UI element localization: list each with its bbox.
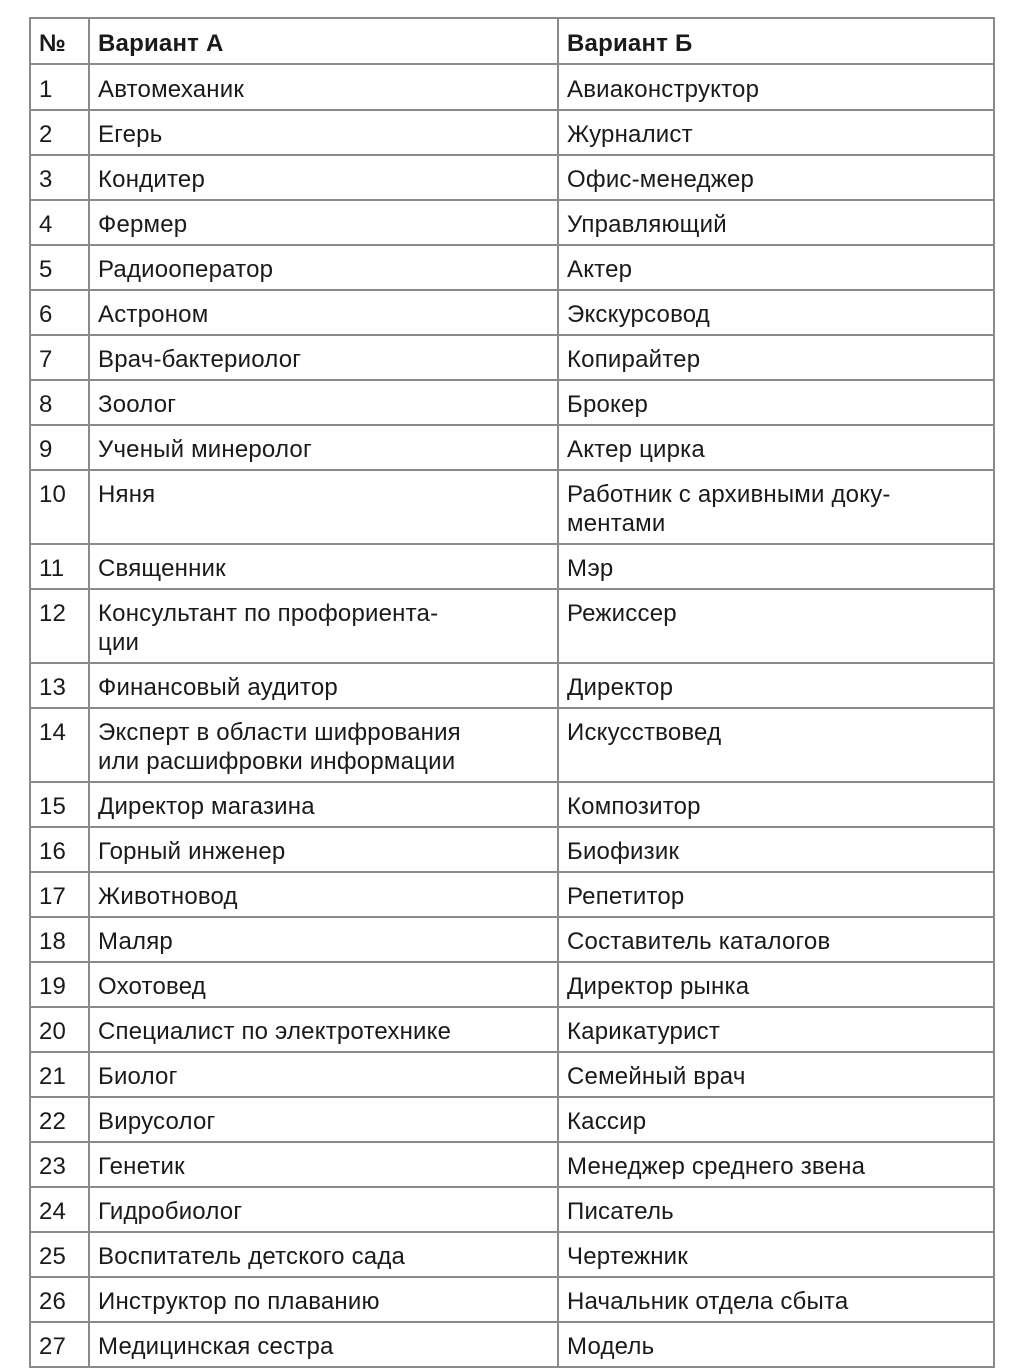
variant-b-cell: Управляющий [558,200,994,245]
table-row [30,962,994,1007]
variant-b-cell: Мэр [558,544,994,589]
table-row [30,64,994,110]
variant-a-cell: Вирусолог [89,1097,558,1142]
variant-b-cell: Составитель каталогов [558,917,994,962]
variant-a-cell: Маляр [89,917,558,962]
table-row [30,1232,994,1277]
row-number-cell: 8 [30,380,89,425]
variant-b-cell: Брокер [558,380,994,425]
variant-b-cell: Работник с архивными доку- ментами [558,470,994,544]
professions-table [29,17,995,1368]
variant-b-cell: Менеджер среднего звена [558,1142,994,1187]
table-row [30,1187,994,1232]
row-number-cell: 5 [30,245,89,290]
variant-b-cell: Писатель [558,1187,994,1232]
variant-b-cell: Чертежник [558,1232,994,1277]
table-row [30,380,994,425]
table-row [30,1052,994,1097]
row-number-cell: 27 [30,1322,89,1367]
variant-b-cell: Искусствовед [558,708,994,782]
table-row [30,1277,994,1322]
variant-a-cell: Инструктор по плаванию [89,1277,558,1322]
table-row [30,782,994,827]
variant-b-cell: Актер [558,245,994,290]
table-row [30,589,994,663]
variant-a-cell: Ученый минеролог [89,425,558,470]
table-row [30,544,994,589]
variant-a-cell: Фермер [89,200,558,245]
variant-a-cell: Кондитер [89,155,558,200]
row-number-cell: 22 [30,1097,89,1142]
table-row [30,290,994,335]
variant-a-cell: Воспитатель детского сада [89,1232,558,1277]
row-number-cell: 1 [30,64,89,110]
variant-a-cell: Финансовый аудитор [89,663,558,708]
row-number-cell: 10 [30,470,89,544]
variant-b-cell: Композитор [558,782,994,827]
variant-b-cell: Директор [558,663,994,708]
row-number-cell: 13 [30,663,89,708]
variant-a-cell: Консультант по профориента- ции [89,589,558,663]
variant-b-cell: Офис-менеджер [558,155,994,200]
variant-a-cell: Зоолог [89,380,558,425]
variant-a-cell: Специалист по электротехнике [89,1007,558,1052]
row-number-cell: 11 [30,544,89,589]
header-variant-b: Вариант Б [558,18,994,64]
variant-b-cell: Карикатурист [558,1007,994,1052]
table-row [30,1322,994,1367]
variant-b-cell: Копирайтер [558,335,994,380]
header-number: № [30,18,89,64]
table-header-row [30,18,994,64]
table-row [30,1007,994,1052]
variant-b-cell: Начальник отдела сбыта [558,1277,994,1322]
table-row [30,110,994,155]
row-number-cell: 12 [30,589,89,663]
table-body [30,64,994,1367]
table-row [30,917,994,962]
variant-b-cell: Режиссер [558,589,994,663]
variant-b-cell: Экскурсовод [558,290,994,335]
table-row [30,827,994,872]
table-row [30,1142,994,1187]
table-row [30,1097,994,1142]
row-number-cell: 3 [30,155,89,200]
row-number-cell: 20 [30,1007,89,1052]
variant-b-cell: Директор рынка [558,962,994,1007]
row-number-cell: 19 [30,962,89,1007]
variant-a-cell: Священник [89,544,558,589]
variant-b-cell: Кассир [558,1097,994,1142]
row-number-cell: 18 [30,917,89,962]
row-number-cell: 6 [30,290,89,335]
variant-b-cell: Биофизик [558,827,994,872]
row-number-cell: 21 [30,1052,89,1097]
table-row [30,335,994,380]
row-number-cell: 26 [30,1277,89,1322]
variant-b-cell: Модель [558,1322,994,1367]
variant-a-cell: Радиооператор [89,245,558,290]
variant-b-cell: Актер цирка [558,425,994,470]
variant-a-cell: Биолог [89,1052,558,1097]
row-number-cell: 24 [30,1187,89,1232]
row-number-cell: 2 [30,110,89,155]
variant-a-cell: Генетик [89,1142,558,1187]
variant-a-cell: Гидробиолог [89,1187,558,1232]
variant-b-cell: Репетитор [558,872,994,917]
variant-b-cell: Семейный врач [558,1052,994,1097]
table-row [30,708,994,782]
table-row [30,663,994,708]
row-number-cell: 15 [30,782,89,827]
row-number-cell: 16 [30,827,89,872]
table-row [30,200,994,245]
variant-a-cell: Охотовед [89,962,558,1007]
variant-a-cell: Врач-бактериолог [89,335,558,380]
table-row [30,470,994,544]
row-number-cell: 14 [30,708,89,782]
row-number-cell: 25 [30,1232,89,1277]
variant-a-cell: Няня [89,470,558,544]
table-row [30,155,994,200]
variant-a-cell: Горный инженер [89,827,558,872]
variant-b-cell: Журналист [558,110,994,155]
table-row [30,245,994,290]
table-row [30,425,994,470]
variant-b-cell: Авиаконструктор [558,64,994,110]
variant-a-cell: Автомеханик [89,64,558,110]
variant-a-cell: Медицинская сестра [89,1322,558,1367]
row-number-cell: 7 [30,335,89,380]
table-row [30,872,994,917]
header-variant-a: Вариант А [89,18,558,64]
variant-a-cell: Эксперт в области шифрования или расшифровки информации [89,708,558,782]
variant-a-cell: Егерь [89,110,558,155]
row-number-cell: 17 [30,872,89,917]
row-number-cell: 9 [30,425,89,470]
row-number-cell: 23 [30,1142,89,1187]
row-number-cell: 4 [30,200,89,245]
variant-a-cell: Животновод [89,872,558,917]
variant-a-cell: Астроном [89,290,558,335]
variant-a-cell: Директор магазина [89,782,558,827]
